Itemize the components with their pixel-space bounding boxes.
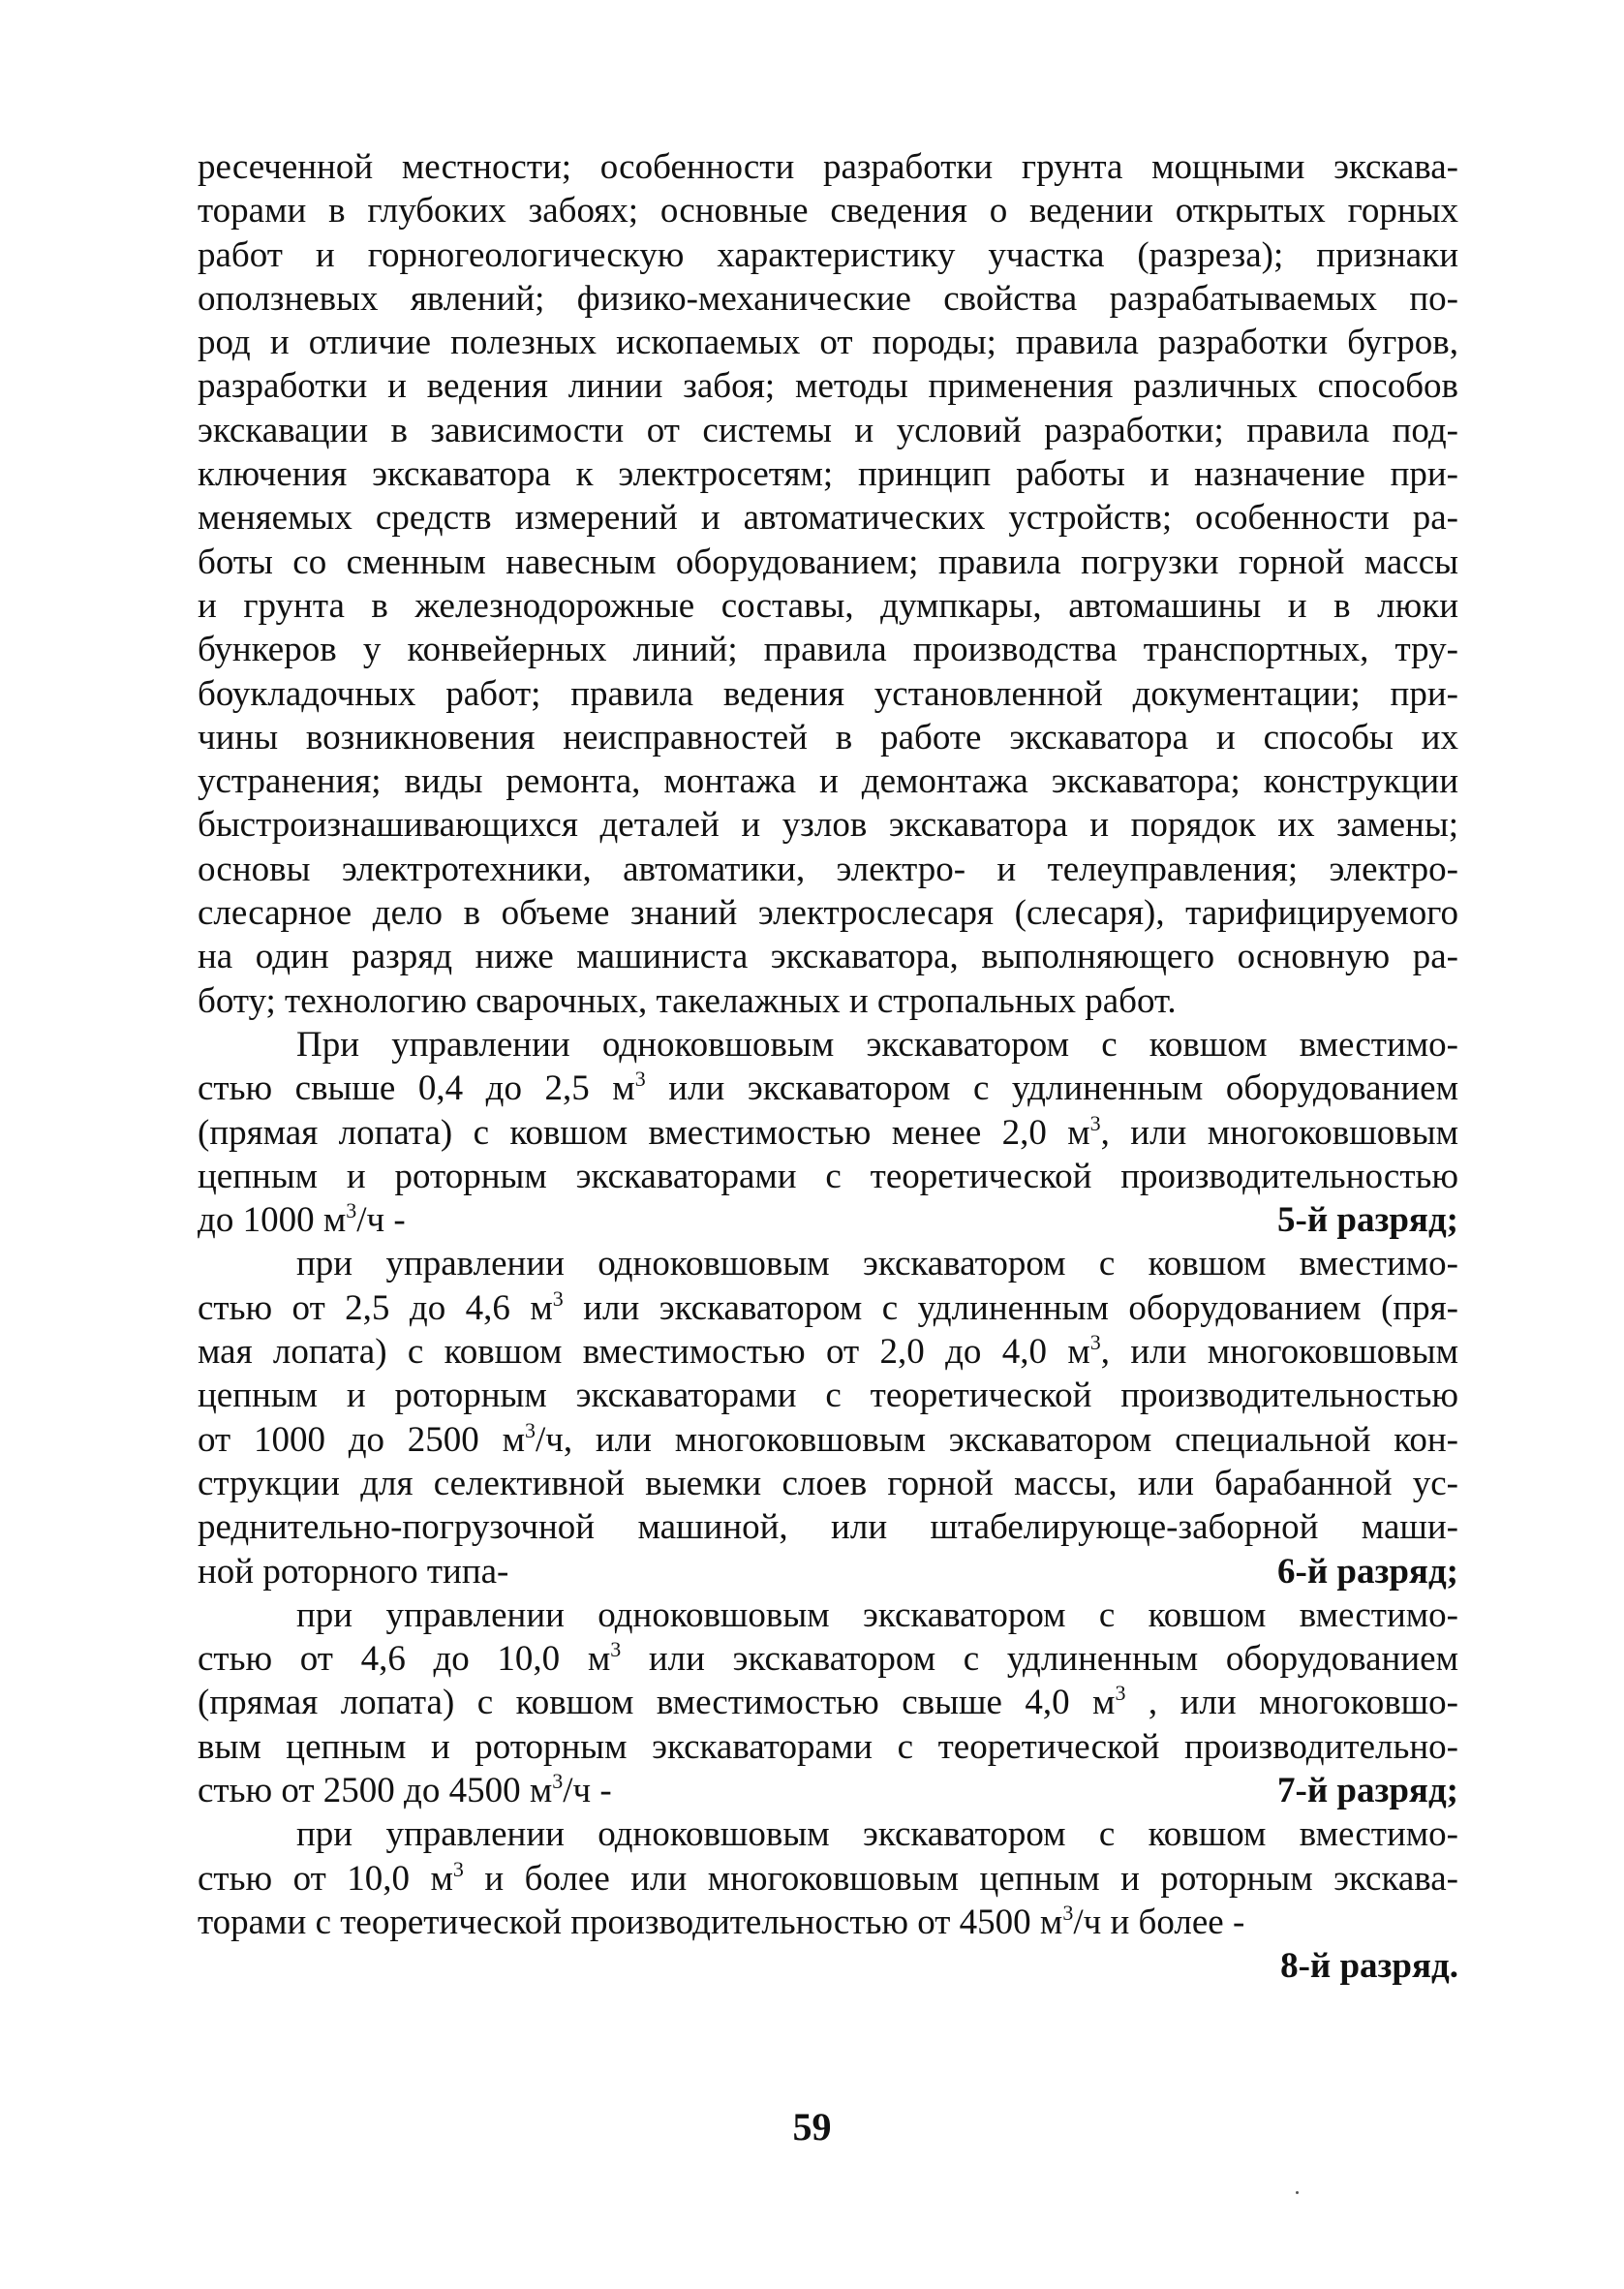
text-line: основы электротехники, автоматики, электро- и телеуправления; электро-	[198, 849, 1458, 889]
text-line	[198, 1198, 1458, 1242]
text-line-start: стью от 2500 до 4500 $м^3/ч$ -	[198, 1768, 612, 1810]
text-line: реднительно-погрузочной машиной, или штабелирующе-заборной маши-	[198, 1507, 1458, 1548]
text-line: мая лопата) с ковшом вместимостью от 2,0 до 4,0 $м^3$, или многоковшовым	[198, 1330, 1458, 1373]
paragraph-requirements	[198, 145, 1458, 1023]
text-line: струкции для селективной выемки слоев горной массы, или барабанной ус-	[198, 1463, 1458, 1503]
text-line: разработки и ведения линии забоя; методы применения различных способов	[198, 366, 1458, 407]
paragraph-grade-5	[198, 1023, 1458, 1242]
text-line: оползневых явлений; физико-механические свойства разрабатываемых по-	[198, 278, 1458, 319]
text-line	[198, 1769, 1458, 1812]
text-line: торами в глубоких забоях; основные сведения о ведении открытых горных	[198, 191, 1458, 232]
grade-label: 7-й разряд;	[1277, 1770, 1458, 1810]
text-line: устранения; виды ремонта, монтажа и демонтажа экскаватора; конструкции	[198, 761, 1458, 802]
text-line: ключения экскаватора к электросетям; принцип работы и назначение при-	[198, 454, 1458, 495]
text-line: стью свыше 0,4 до 2,5 $м^3$ или экскаватором с удлиненным оборудованием	[198, 1067, 1458, 1109]
text-line: боукладочных работ; правила ведения установленной документации; при-	[198, 673, 1458, 714]
grade-label: 8-й разряд.	[1280, 1946, 1458, 1987]
text-line: торами с теоретической производительностью от 4500 $м^3/ч$ и более -	[198, 1900, 1245, 1942]
paragraph-grade-7	[198, 1593, 1458, 1812]
text-line: боты со сменным навесным оборудованием; правила погрузки горной массы	[198, 541, 1458, 582]
text-line: род и отличие полезных ископаемых от породы; правила разработки бугров,	[198, 323, 1458, 363]
text-line: стью от 2,5 до 4,6 $м^3$ или экскаватором с удлиненным оборудованием (пря-	[198, 1285, 1458, 1328]
grade-label: 5-й разряд;	[1277, 1200, 1458, 1241]
scan-speck	[1296, 2191, 1299, 2194]
text-line: работ и горногеологическую характеристику участка (разреза); признаки	[198, 234, 1458, 275]
text-line-start: ной роторного типа-	[198, 1551, 509, 1592]
text-line: при управлении одноковшовым экскаватором с ковшом вместимо-	[296, 1244, 1458, 1284]
paragraph-grade-6	[198, 1242, 1458, 1593]
text-line: при управлении одноковшовым экскаватором с ковшом вместимо-	[296, 1814, 1458, 1855]
text-line-start: до 1000 $м^3/ч$ -	[198, 1198, 406, 1241]
text-line: экскавации в зависимости от системы и условий разработки; правила под-	[198, 410, 1458, 450]
text-line: (прямая лопата) с ковшом вместимостью менее 2,0 $м^3$, или многоковшовым	[198, 1110, 1458, 1153]
text-line: быстроизнашивающихся деталей и узлов экскаватора и порядок их замены;	[198, 805, 1458, 846]
text-line: при управлении одноковшовым экскаватором с ковшом вместимо-	[296, 1594, 1458, 1635]
text-line	[198, 1550, 1458, 1593]
text-line: меняемых средств измерений и автоматических устройств; особенности ра-	[198, 498, 1458, 539]
text-line: При управлении одноковшовым экскаватором с ковшом вместимо-	[296, 1024, 1458, 1065]
page-number: 59	[792, 2105, 832, 2149]
text-line: слесарное дело в объеме знаний электрослесаря (слесаря), тарифицируемого	[198, 893, 1458, 934]
text-line: на один разряд ниже машиниста экскаватора, выполняющего основную ра-	[198, 937, 1458, 977]
text-line: и грунта в железнодорожные составы, думпкары, автомашины и в люки	[198, 585, 1458, 626]
body-text	[198, 145, 1458, 1988]
text-line: бункеров у конвейерных линий; правила производства транспортных, тру-	[198, 630, 1458, 670]
text-line: чины возникновения неисправностей в работе экскаватора и способы их	[198, 717, 1458, 758]
text-line: цепным и роторным экскаваторами с теоретической производительностью	[198, 1156, 1458, 1196]
paragraph-grade-8	[198, 1812, 1458, 1988]
text-line: ресеченной местности; особенности разработки грунта мощными экскава-	[198, 147, 1458, 187]
text-line: стью от 10,0 $м^3$ и более или многоковшовым цепным и роторным экскава-	[198, 1856, 1459, 1899]
text-line: цепным и роторным экскаваторами с теоретической производительностью	[198, 1376, 1458, 1416]
text-line: (прямая лопата) с ковшом вместимостью свыше 4,0 $м^3$ , или многоковшо-	[198, 1681, 1458, 1723]
text-line: вым цепным и роторным экскаваторами с теоретической производительно-	[198, 1726, 1458, 1767]
grade-label: 6-й разряд;	[1277, 1551, 1458, 1592]
text-line: боту; технологию сварочных, такелажных и стропальных работ.	[198, 980, 1177, 1021]
text-line: от 1000 до 2500 $м^3/ч$, или многоковшовым экскаватором специальной кон-	[198, 1417, 1458, 1460]
text-line: стью от 4,6 до 10,0 $м^3$ или экскаватором с удлиненным оборудованием	[198, 1637, 1458, 1680]
